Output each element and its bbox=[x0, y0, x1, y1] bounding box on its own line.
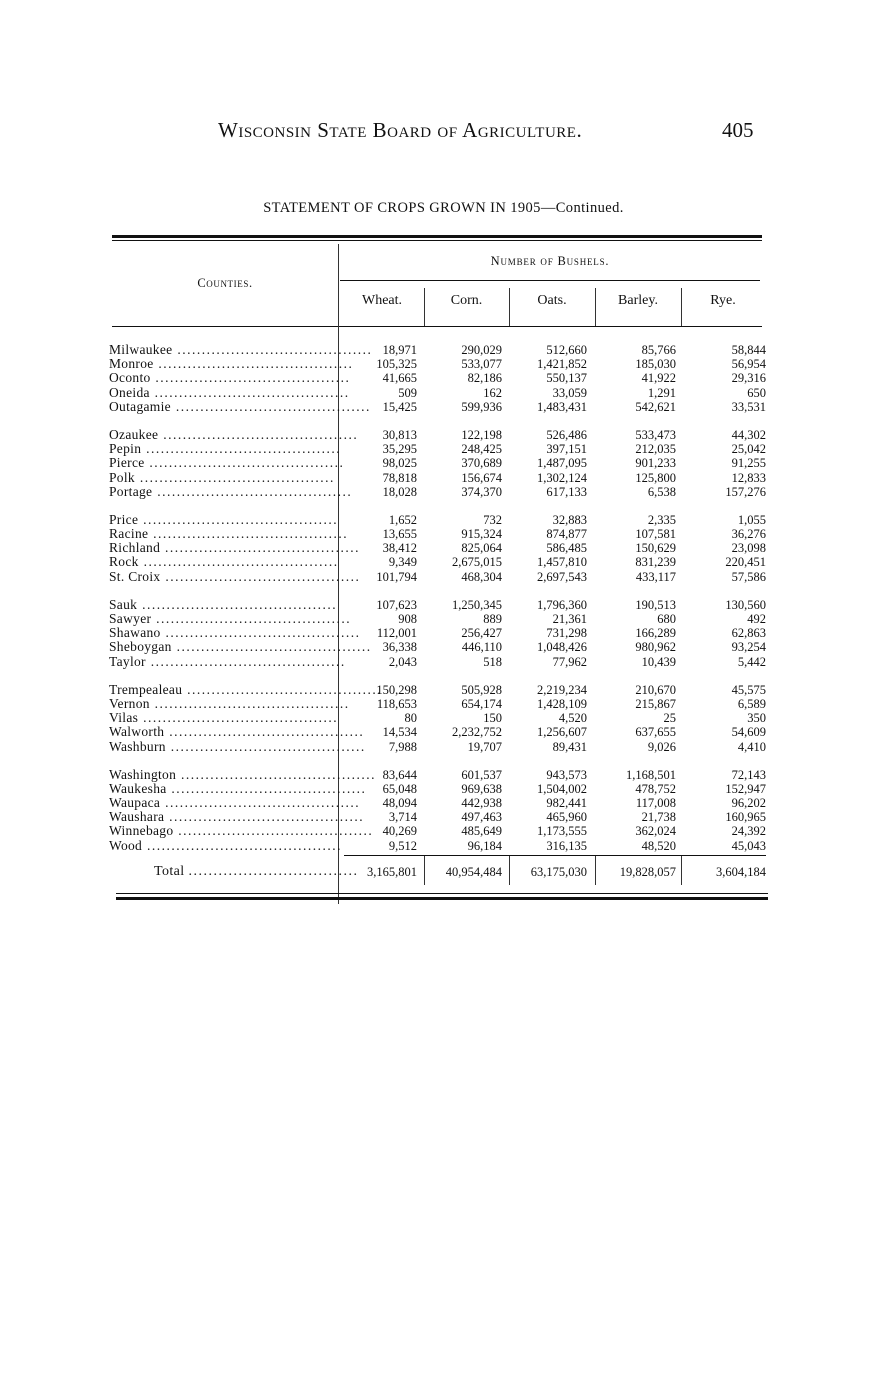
cell-oats: 512,660 bbox=[546, 343, 587, 357]
county-group bbox=[0, 343, 887, 414]
county-name-text: Pepin bbox=[109, 441, 142, 457]
county-name: Outagamie ........................................ bbox=[109, 398, 371, 414]
cell-rye: 12,833 bbox=[731, 470, 766, 485]
county-name: Sawyer ........................................ bbox=[109, 611, 352, 626]
county-name-text: Portage bbox=[109, 483, 153, 499]
table-row bbox=[0, 400, 887, 414]
cell-corn: 96,184 bbox=[467, 838, 502, 853]
table-row bbox=[0, 740, 887, 754]
county-name: Milwaukee ........................................ bbox=[109, 342, 373, 357]
county-name: Richland ........................................ bbox=[109, 540, 361, 556]
cell-wheat: 9,349 bbox=[388, 555, 417, 570]
counties-header: Counties. bbox=[197, 276, 253, 290]
cell-barley: 107,581 bbox=[635, 527, 676, 542]
cell-barley: 1,168,501 bbox=[626, 767, 676, 782]
table-row bbox=[0, 612, 887, 626]
table-row bbox=[0, 485, 887, 499]
cell-oats: 21,361 bbox=[552, 612, 587, 626]
cell-rye: 25,042 bbox=[731, 442, 766, 457]
table-body bbox=[0, 343, 887, 867]
cell-corn: 497,463 bbox=[461, 810, 502, 825]
cell-rye: 56,954 bbox=[731, 357, 766, 372]
cell-corn: 156,674 bbox=[461, 470, 502, 485]
cell-rye: 91,255 bbox=[731, 456, 766, 471]
page-header bbox=[0, 118, 887, 148]
county-name-text: Outagamie bbox=[109, 398, 171, 414]
cell-oats: 1,796,360 bbox=[537, 597, 587, 612]
cell-barley: 9,026 bbox=[647, 739, 676, 754]
county-group bbox=[0, 513, 887, 584]
county-name-text: Vernon bbox=[109, 695, 150, 711]
cell-rye: 24,392 bbox=[731, 824, 766, 839]
cell-wheat: 98,025 bbox=[382, 456, 417, 471]
table-row bbox=[0, 513, 887, 527]
table-row bbox=[0, 683, 887, 697]
county-name: Pepin ........................................ bbox=[109, 441, 342, 457]
cell-corn: 2,675,015 bbox=[452, 555, 502, 570]
county-name: Pierce ........................................ bbox=[109, 455, 345, 471]
cell-corn: 442,938 bbox=[461, 796, 502, 811]
cell-corn: 19,707 bbox=[467, 739, 502, 754]
table-row bbox=[0, 570, 887, 584]
county-name: Vernon ........................................ bbox=[109, 695, 350, 711]
county-name: Trempealeau ........................................ bbox=[109, 681, 383, 697]
cell-corn: 654,174 bbox=[461, 696, 502, 711]
county-name-text: Racine bbox=[109, 526, 149, 542]
county-group bbox=[0, 768, 887, 853]
table-row bbox=[0, 343, 887, 357]
table-row bbox=[0, 768, 887, 782]
cell-corn: 599,936 bbox=[461, 399, 502, 414]
county-name: Shawano ........................................ bbox=[109, 625, 361, 641]
county-name-text: Ozaukee bbox=[109, 426, 159, 442]
cell-barley: 41,922 bbox=[641, 371, 676, 386]
county-name: Rock ........................................ bbox=[109, 554, 339, 570]
cell-rye: 350 bbox=[747, 711, 766, 726]
cell-corn: 825,064 bbox=[461, 541, 502, 556]
county-name-text: Polk bbox=[109, 469, 135, 485]
cell-wheat: 14,534 bbox=[382, 725, 417, 740]
county-name: Taylor ........................................ bbox=[109, 653, 346, 669]
table-row bbox=[0, 471, 887, 485]
table-row bbox=[0, 711, 887, 725]
total-rye: 3,604,184 bbox=[716, 865, 766, 879]
cell-rye: 130,560 bbox=[725, 597, 766, 612]
cell-rye: 36,276 bbox=[731, 527, 766, 542]
running-title: Wisconsin State Board of Agriculture. bbox=[218, 118, 583, 142]
county-group bbox=[0, 428, 887, 499]
table-row bbox=[0, 598, 887, 612]
county-name: Waushara ........................................ bbox=[109, 809, 365, 825]
cell-barley: 478,752 bbox=[635, 781, 676, 796]
cell-oats: 731,298 bbox=[546, 626, 587, 641]
county-name-text: Oneida bbox=[109, 384, 150, 400]
cell-rye: 1,055 bbox=[737, 512, 766, 527]
cell-barley: 117,008 bbox=[635, 796, 676, 811]
county-name: Vilas ........................................ bbox=[109, 710, 339, 726]
cell-barley: 150,629 bbox=[635, 541, 676, 556]
table-row bbox=[0, 357, 887, 371]
cell-oats: 550,137 bbox=[546, 371, 587, 386]
table-row bbox=[0, 655, 887, 669]
cell-corn: 915,324 bbox=[461, 527, 502, 542]
cell-oats: 1,428,109 bbox=[537, 696, 587, 711]
county-name: Walworth ........................................ bbox=[109, 724, 365, 740]
county-name-text: Wood bbox=[109, 837, 143, 853]
county-name: Ozaukee ........................................ bbox=[109, 426, 359, 442]
county-name: Winnebago ........................................ bbox=[109, 823, 374, 839]
cell-barley: 212,035 bbox=[635, 442, 676, 457]
table-title: STATEMENT OF CROPS GROWN IN 1905—Continued. bbox=[263, 200, 624, 216]
number-of-bushels-header: Number of Bushels. bbox=[490, 254, 610, 268]
bottom-rule-thick bbox=[116, 897, 768, 900]
total-barley: 19,828,057 bbox=[619, 865, 676, 879]
cell-corn: 732 bbox=[483, 512, 502, 527]
cell-oats: 1,457,810 bbox=[537, 555, 587, 570]
column-header-rye: Rye. bbox=[710, 293, 736, 308]
column-divider bbox=[681, 288, 682, 326]
cell-corn: 290,029 bbox=[461, 343, 502, 357]
cell-wheat: 83,644 bbox=[382, 767, 417, 782]
cell-wheat: 3,714 bbox=[388, 810, 417, 825]
table-row bbox=[0, 442, 887, 456]
county-name: Price ........................................ bbox=[109, 511, 339, 527]
cell-oats: 1,256,607 bbox=[537, 725, 587, 740]
cell-corn: 485,649 bbox=[461, 824, 502, 839]
table-row bbox=[0, 626, 887, 640]
cell-barley: 901,233 bbox=[635, 456, 676, 471]
cell-rye: 650 bbox=[747, 385, 766, 400]
total-wheat: 3,165,801 bbox=[367, 865, 417, 879]
cell-wheat: 48,094 bbox=[382, 796, 417, 811]
column-divider bbox=[424, 288, 425, 326]
cell-corn: 256,427 bbox=[461, 626, 502, 641]
county-name: Waupaca ........................................ bbox=[109, 795, 361, 811]
cell-corn: 533,077 bbox=[461, 357, 502, 372]
cell-wheat: 35,295 bbox=[382, 442, 417, 457]
county-name-text: Waushara bbox=[109, 809, 165, 825]
total-label-text: Total bbox=[154, 864, 185, 879]
cell-rye: 45,043 bbox=[731, 838, 766, 853]
column-divider bbox=[595, 288, 596, 326]
table-row bbox=[0, 697, 887, 711]
cell-barley: 10,439 bbox=[641, 654, 676, 669]
cell-wheat: 18,971 bbox=[382, 343, 417, 357]
cell-rye: 23,098 bbox=[731, 541, 766, 556]
cell-barley: 980,962 bbox=[635, 640, 676, 655]
cell-oats: 397,151 bbox=[546, 442, 587, 457]
county-name: Washington ........................................ bbox=[109, 766, 377, 782]
cell-oats: 1,421,852 bbox=[537, 357, 587, 372]
cell-wheat: 65,048 bbox=[382, 781, 417, 796]
county-name-text: Taylor bbox=[109, 653, 146, 669]
county-name-text: Vilas bbox=[109, 710, 139, 726]
county-name-text: Winnebago bbox=[109, 823, 174, 839]
cell-wheat: 41,665 bbox=[382, 371, 417, 386]
table-row bbox=[0, 796, 887, 810]
county-name: Sheboygan ........................................ bbox=[109, 639, 372, 655]
county-name-text: Price bbox=[109, 511, 139, 527]
county-name-text: Oconto bbox=[109, 370, 151, 386]
table-row bbox=[0, 555, 887, 569]
county-group bbox=[0, 683, 887, 754]
cell-barley: 2,335 bbox=[647, 512, 676, 527]
cell-corn: 122,198 bbox=[461, 427, 502, 442]
cell-wheat: 80 bbox=[404, 711, 417, 726]
cell-rye: 29,316 bbox=[731, 371, 766, 386]
cell-wheat: 2,043 bbox=[388, 654, 417, 669]
cell-corn: 889 bbox=[483, 612, 502, 626]
cell-oats: 89,431 bbox=[552, 739, 587, 754]
cell-oats: 316,135 bbox=[546, 838, 587, 853]
cell-barley: 48,520 bbox=[641, 838, 676, 853]
cell-oats: 586,485 bbox=[546, 541, 587, 556]
cell-corn: 446,110 bbox=[461, 640, 502, 655]
county-name-text: Trempealeau bbox=[109, 681, 183, 697]
county-name: Racine ........................................ bbox=[109, 526, 349, 542]
cell-wheat: 1,652 bbox=[388, 512, 417, 527]
cell-rye: 4,410 bbox=[737, 739, 766, 754]
cell-corn: 468,304 bbox=[461, 569, 502, 584]
county-name-text: Waupaca bbox=[109, 795, 161, 811]
county-name: Waukesha ........................................ bbox=[109, 780, 367, 796]
cell-oats: 1,483,431 bbox=[537, 399, 587, 414]
cell-rye: 5,442 bbox=[737, 654, 766, 669]
table-row bbox=[0, 640, 887, 654]
cell-corn: 2,232,752 bbox=[452, 725, 502, 740]
county-name-text: Washington bbox=[109, 766, 177, 782]
table-row bbox=[0, 541, 887, 555]
cell-oats: 32,883 bbox=[552, 512, 587, 527]
cell-wheat: 7,988 bbox=[388, 739, 417, 754]
cell-rye: 58,844 bbox=[731, 343, 766, 357]
cell-rye: 45,575 bbox=[731, 682, 766, 697]
county-name-text: Shawano bbox=[109, 625, 161, 641]
county-name-text: Monroe bbox=[109, 356, 154, 372]
group-header-rule bbox=[340, 280, 760, 281]
header-rule bbox=[112, 326, 762, 327]
table-row bbox=[0, 782, 887, 796]
cell-rye: 220,451 bbox=[725, 555, 766, 570]
cell-oats: 465,960 bbox=[546, 810, 587, 825]
column-divider bbox=[509, 288, 510, 326]
cell-corn: 601,537 bbox=[461, 767, 502, 782]
cell-barley: 21,738 bbox=[641, 810, 676, 825]
cell-wheat: 13,655 bbox=[382, 527, 417, 542]
cell-wheat: 509 bbox=[398, 385, 417, 400]
cell-barley: 680 bbox=[657, 612, 676, 626]
county-name-text: Waukesha bbox=[109, 780, 167, 796]
cell-barley: 533,473 bbox=[635, 427, 676, 442]
cell-wheat: 150,298 bbox=[376, 682, 417, 697]
county-name-text: Sauk bbox=[109, 596, 138, 612]
total-row bbox=[0, 863, 887, 881]
cell-rye: 54,609 bbox=[731, 725, 766, 740]
cell-barley: 210,670 bbox=[635, 682, 676, 697]
table-row bbox=[0, 839, 887, 853]
cell-wheat: 112,001 bbox=[376, 626, 417, 641]
cell-corn: 969,638 bbox=[461, 781, 502, 796]
table-row bbox=[0, 725, 887, 739]
cell-oats: 943,573 bbox=[546, 767, 587, 782]
cell-barley: 6,538 bbox=[647, 484, 676, 499]
cell-barley: 542,621 bbox=[635, 399, 676, 414]
table-row bbox=[0, 824, 887, 838]
cell-rye: 72,143 bbox=[731, 767, 766, 782]
cell-corn: 162 bbox=[483, 385, 502, 400]
cell-rye: 157,276 bbox=[725, 484, 766, 499]
cell-rye: 160,965 bbox=[725, 810, 766, 825]
county-name: Washburn ........................................ bbox=[109, 738, 366, 754]
cell-wheat: 38,412 bbox=[382, 541, 417, 556]
cell-barley: 190,513 bbox=[635, 597, 676, 612]
cell-wheat: 36,338 bbox=[382, 640, 417, 655]
cell-wheat: 30,813 bbox=[382, 427, 417, 442]
column-header-barley: Barley. bbox=[618, 293, 658, 308]
county-group bbox=[0, 598, 887, 669]
column-header-oats: Oats. bbox=[537, 293, 567, 308]
cell-oats: 874,877 bbox=[546, 527, 587, 542]
cell-corn: 150 bbox=[483, 711, 502, 726]
cell-rye: 93,254 bbox=[731, 640, 766, 655]
county-name: Sauk ........................................ bbox=[109, 596, 338, 612]
cell-oats: 982,441 bbox=[546, 796, 587, 811]
total-rule bbox=[344, 855, 766, 856]
cell-barley: 1,291 bbox=[647, 385, 676, 400]
total-oats: 63,175,030 bbox=[530, 865, 587, 879]
county-name-text: Rock bbox=[109, 554, 139, 570]
cell-oats: 1,173,555 bbox=[537, 824, 587, 839]
cell-barley: 185,030 bbox=[635, 357, 676, 372]
cell-wheat: 15,425 bbox=[382, 399, 417, 414]
county-name: Oconto ........................................ bbox=[109, 370, 351, 386]
cell-wheat: 78,818 bbox=[382, 470, 417, 485]
cell-barley: 637,655 bbox=[635, 725, 676, 740]
cell-rye: 57,586 bbox=[731, 569, 766, 584]
cell-wheat: 105,325 bbox=[376, 357, 417, 372]
cell-rye: 492 bbox=[747, 612, 766, 626]
cell-barley: 125,800 bbox=[635, 470, 676, 485]
cell-oats: 2,219,234 bbox=[537, 682, 587, 697]
cell-oats: 33,059 bbox=[552, 385, 587, 400]
cell-wheat: 9,512 bbox=[388, 838, 417, 853]
county-name: Oneida ........................................ bbox=[109, 384, 350, 400]
cell-rye: 96,202 bbox=[731, 796, 766, 811]
county-name-text: Walworth bbox=[109, 724, 165, 740]
cell-wheat: 107,623 bbox=[376, 597, 417, 612]
cell-oats: 2,697,543 bbox=[537, 569, 587, 584]
cell-corn: 1,250,345 bbox=[452, 597, 502, 612]
cell-barley: 433,117 bbox=[635, 569, 676, 584]
cell-wheat: 908 bbox=[398, 612, 417, 626]
bottom-rule-thin bbox=[116, 893, 768, 894]
top-rule-thin bbox=[112, 240, 762, 241]
column-header-wheat: Wheat. bbox=[361, 293, 403, 308]
cell-oats: 1,487,095 bbox=[537, 456, 587, 471]
page-number: 405 bbox=[722, 118, 754, 142]
cell-oats: 1,504,002 bbox=[537, 781, 587, 796]
county-name-text: Sawyer bbox=[109, 611, 152, 626]
county-name: Wood ........................................ bbox=[109, 837, 342, 853]
cell-rye: 62,863 bbox=[731, 626, 766, 641]
cell-wheat: 40,269 bbox=[382, 824, 417, 839]
table-row bbox=[0, 428, 887, 442]
cell-oats: 1,048,426 bbox=[537, 640, 587, 655]
cell-wheat: 101,794 bbox=[376, 569, 417, 584]
cell-barley: 85,766 bbox=[641, 343, 676, 357]
county-name-text: Washburn bbox=[109, 738, 166, 754]
cell-corn: 374,370 bbox=[461, 484, 502, 499]
cell-rye: 44,302 bbox=[731, 427, 766, 442]
cell-corn: 248,425 bbox=[461, 442, 502, 457]
cell-corn: 505,928 bbox=[461, 682, 502, 697]
county-name: Portage ........................................ bbox=[109, 483, 353, 499]
cell-barley: 166,289 bbox=[635, 626, 676, 641]
cell-oats: 77,962 bbox=[552, 654, 587, 669]
county-name-text: St. Croix bbox=[109, 568, 161, 584]
cell-corn: 370,689 bbox=[461, 456, 502, 471]
cell-oats: 526,486 bbox=[546, 427, 587, 442]
cell-rye: 33,531 bbox=[731, 399, 766, 414]
column-header-corn: Corn. bbox=[450, 293, 483, 308]
top-rule-thick bbox=[112, 235, 762, 238]
total-corn: 40,954,484 bbox=[445, 865, 502, 879]
cell-corn: 82,186 bbox=[467, 371, 502, 386]
county-name: Polk ........................................ bbox=[109, 469, 335, 485]
table-row bbox=[0, 371, 887, 385]
county-name: St. Croix ........................................ bbox=[109, 568, 361, 584]
county-name-text: Richland bbox=[109, 540, 161, 556]
table-row bbox=[0, 386, 887, 400]
cell-rye: 152,947 bbox=[725, 781, 766, 796]
cell-corn: 518 bbox=[483, 654, 502, 669]
cell-wheat: 118,653 bbox=[376, 696, 417, 711]
cell-barley: 362,024 bbox=[635, 824, 676, 839]
cell-wheat: 18,028 bbox=[382, 484, 417, 499]
cell-oats: 617,133 bbox=[546, 484, 587, 499]
total-label: Total .................................. bbox=[154, 864, 359, 879]
county-name-text: Milwaukee bbox=[109, 342, 173, 357]
cell-barley: 25 bbox=[663, 711, 676, 726]
cell-oats: 1,302,124 bbox=[537, 470, 587, 485]
table-row bbox=[0, 527, 887, 541]
county-name-text: Pierce bbox=[109, 455, 145, 471]
county-name: Monroe ........................................ bbox=[109, 356, 354, 372]
cell-rye: 6,589 bbox=[737, 696, 766, 711]
cell-barley: 215,867 bbox=[635, 696, 676, 711]
table-row bbox=[0, 456, 887, 470]
cell-barley: 831,239 bbox=[635, 555, 676, 570]
cell-oats: 4,520 bbox=[558, 711, 587, 726]
table-row bbox=[0, 810, 887, 824]
county-name-text: Sheboygan bbox=[109, 639, 172, 655]
